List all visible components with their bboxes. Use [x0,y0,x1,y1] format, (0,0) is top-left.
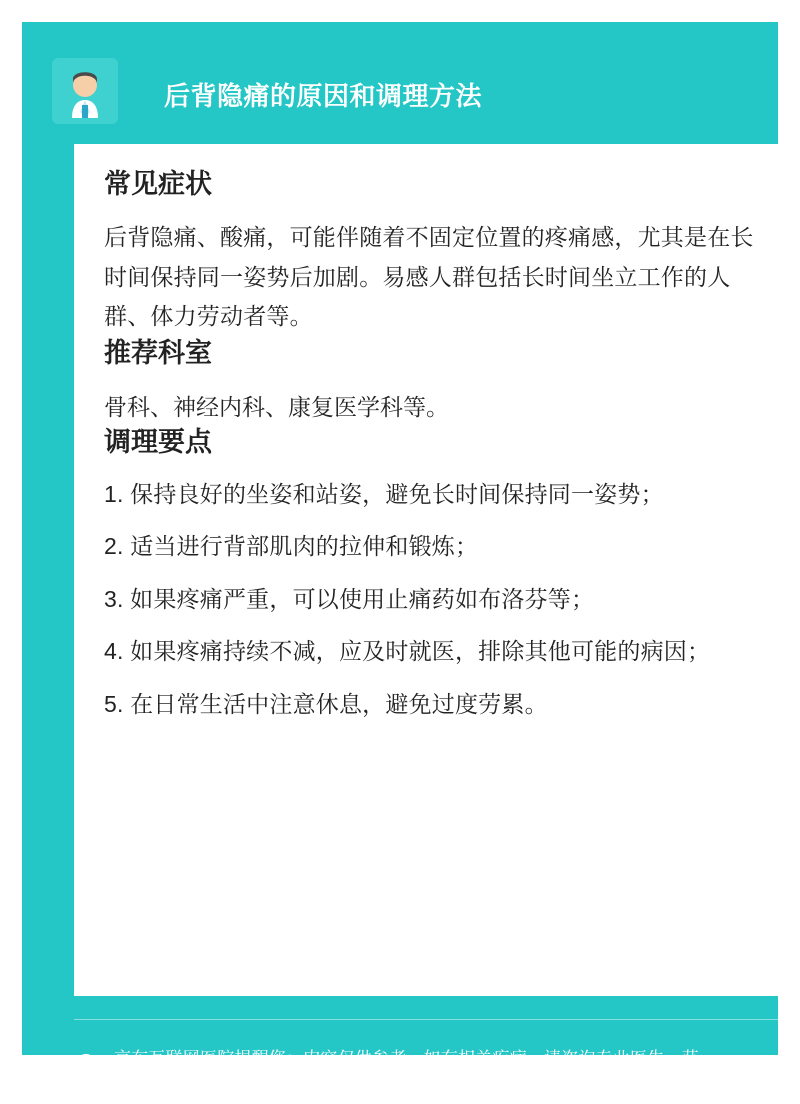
disclaimer-text: 京东互联网医院提醒您：内容仅供参考，如有相关疾病，请咨询专业医生，获取最适合您的治疗方案 [114,1049,699,1098]
content-panel [74,144,786,996]
list-item: 5. 在日常生活中注意休息，避免过度劳累。 [104,691,548,718]
list-item: 4. 如果疼痛持续不减，应及时就医，排除其他可能的病因； [104,638,711,665]
section-heading-care: 调理要点 [104,427,212,458]
footer [74,1032,786,1102]
symptoms-text: 后背隐痛、酸痛，可能伴随着不固定位置的疼痛感，尤其是在长时间保持同一姿势后加剧。易感人群包括长时间坐立工作的人群、体力劳动者等。 [104,224,754,330]
card-inner [52,44,758,1098]
footer-divider [74,1019,786,1020]
list-item: 1. 保持良好的坐姿和站姿，避免长时间保持同一姿势； [104,480,664,507]
list-item: 2. 适当进行背部肌肉的拉伸和锻炼； [104,533,479,560]
info-circle-icon: i [76,1054,96,1074]
list-item: 3. 如果疼痛严重，可以使用止痛药如布洛芬等； [104,585,595,612]
health-info-card [22,22,778,1098]
section-heading-symptoms: 常见症状 [104,169,212,199]
section-heading-department: 推荐科室 [104,338,212,369]
department-text: 骨科、神经内科、康复医学科等。 [104,394,449,421]
care-list [104,475,756,724]
thumbs-up-icon[interactable] [738,1054,778,1094]
doctor-avatar-icon [52,58,118,124]
page-title: 后背隐痛的原因和调理方法 [164,81,483,111]
